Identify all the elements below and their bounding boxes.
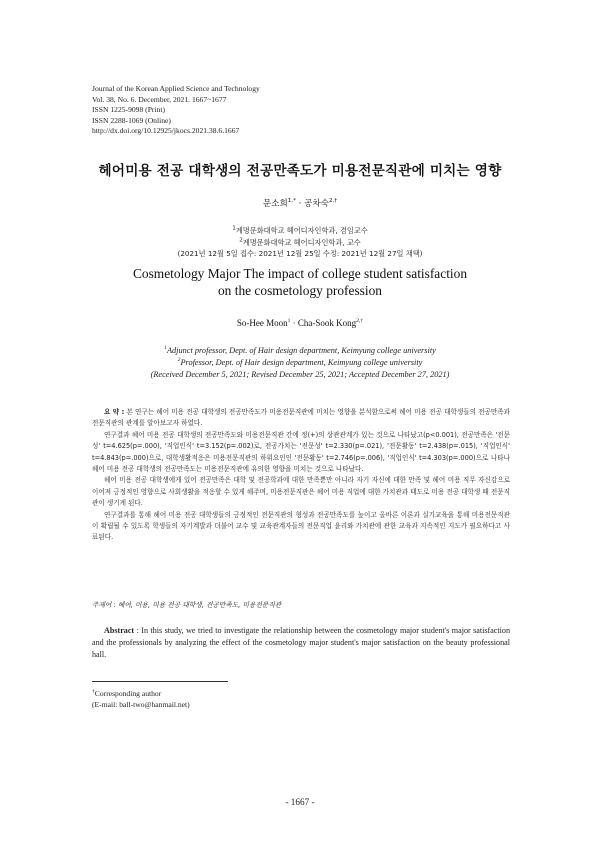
doi-link[interactable]: http://dx.doi.org/10.12925/jkocs.2021.38.6.1667 [92,126,240,136]
english-author-1: So-Hee Moon [236,318,288,328]
issn-online: ISSN 2288-1069 (Online) [92,115,171,125]
english-title-line-2: on the cosmetology profession [217,283,382,298]
korean-authors [0,197,600,209]
footnote [92,688,190,710]
korean-abstract-paragraph-1 [92,407,510,430]
korean-author-2: 공차숙 [304,199,329,209]
english-aff1-text: Adjunct professor, Dept. of Hair design department, Keimyung college university [166,346,436,355]
korean-dates: (2021년 12월 5일 접수: 2021년 12월 25일 수정: 2021년 12월 27일 채택) [177,249,423,258]
english-title-line-1: Cosmetology Major The impact of college student satisfaction [132,266,468,281]
page-number: - 1667 - [285,797,315,807]
english-affiliation-1 [0,345,600,357]
korean-abstract-paragraph-2: 연구결과 헤어 미용 전공 대학생의 전공만족도와 미용전문직관 간에 정(+)의 상관관계가 있는 것으로 나타났고(p<0.001), 전공만족은 '전문성' t=4.625(p=.000), '직업인식' t=3.152(p=.002)로, 전공가치는 '전문성' t=2.330(p=.021), '전문활동' t=2.438(p=.015), '직업인식' t=4.843(p=.000)으로, 대학생활적응은 미용전문직관의 하위요인인 '전문활동' t=2.746(p=.006), '직업인식' t=4.303(p=.000)으로 나타나 헤어 미용 전공 대학생의 전공만족도는 미용전문직관에 유의한 영향을 미치는 것으로 나타났다. [92,430,510,474]
english-aff1-sup: 1 [164,345,167,352]
korean-keywords: 주제어 : 헤어, 미용, 미용 전공 대학생, 전공만족도, 미용전문직관 [92,601,282,609]
korean-abstract [92,407,510,544]
korean-affiliations [0,225,600,260]
korean-aff2-sup: 2 [239,237,243,244]
english-affiliations [0,345,600,380]
footnote-line-1: Corresponding author [94,689,162,698]
dagger-mark: † [92,688,95,695]
english-author-2: Cha-Sook Kong [297,318,357,328]
korean-author-1-sup: 1,* [287,198,296,205]
korean-author-2-sup: 2,† [329,198,338,205]
korean-abstract-p1-text: 본 연구는 헤어 미용 전공 대학생의 전공만족도가 미용전문직관에 미치는 영향을 분석함으로써 헤어 미용 전공 대학생들의 전공만족과 전문직관의 관계를 알아보고자 하였다. [92,408,510,428]
korean-aff1-sup: 1 [232,225,236,232]
korean-title: 헤어미용 전공 대학생의 전공만족도가 미용전문직관에 미치는 영향 [98,163,502,179]
english-abstract-text: : In this study, we tried to investigate the relationship between the cosmetology major student's major satisfaction and the professionals by analyzing the effect of the cosmetology major student's major satisfaction on the beauty professional hall. [92,626,510,659]
english-abstract [92,625,510,661]
english-authors [0,318,600,328]
author-separator: · [295,199,305,209]
english-abstract-label: Abstract [104,626,135,635]
english-aff2-text: Professor, Dept. of Hair design department, Keimyung college university [180,357,423,367]
english-dates: (Received December 5, 2021; Revised December 25, 2021; Accepted December 27, 2021) [150,369,450,379]
english-title [0,265,600,299]
english-author-separator: · [290,318,298,328]
english-author-1-sup: 1 [287,318,291,324]
korean-abstract-label: 요 약 : [104,408,125,416]
english-affiliation-2 [0,357,600,369]
journal-name: Journal of the Korean Applied Science and Technology [92,84,260,93]
english-aff2-sup: 2 [177,357,181,364]
korean-aff1-text: 계명문화대학교 헤어디자인학과, 겸임교수 [235,226,368,235]
footnote-divider [92,681,228,682]
korean-author-1: 문소희 [262,199,288,209]
issn-print: ISSN 1225-9098 (Print) [92,105,165,115]
footnote-corresponding [92,688,190,699]
journal-header [92,84,260,137]
korean-abstract-paragraph-4: 연구결과를 통해 헤어 미용 전공 대학생들의 긍정적인 전문직관의 형성과 전공만족도를 높이고 올바른 이론과 실기교육을 통해 미용전문직관이 확립될 수 있도록 학생들의 자기계발과 더불어 교수 및 교육관계자들의 전문직업 윤리와 가치관에 관한 교육과 지속적인 지도가 필요하다고 사료된다. [92,510,510,542]
english-author-2-sup: 2,† [356,318,364,324]
korean-aff2-text: 계명문화대학교 헤어디자인학과, 교수 [242,237,361,247]
footnote-email: (E-mail: ball-two@hanmail.net) [92,700,190,710]
korean-affiliation-2 [0,237,600,249]
korean-affiliation-1 [0,225,600,237]
korean-abstract-paragraph-3: 헤어 미용 전공 대학생에게 있어 전공만족은 대학 및 전공학과에 대한 만족뿐만 아니라 자기 자신에 대한 만족 및 헤어 미용 직무 자신감으로 이어져 긍정적인 영향으로 사회생활을 적응할 수 있게 해주며, 미용전문직관은 헤어 미용 직업에 대한 가치관과 태도로 미용 전공 대학생 때 전문직관이 생기게 된다. [92,476,510,508]
journal-volume: Vol. 38, No. 6. December, 2021. 1667~1677 [92,94,227,104]
